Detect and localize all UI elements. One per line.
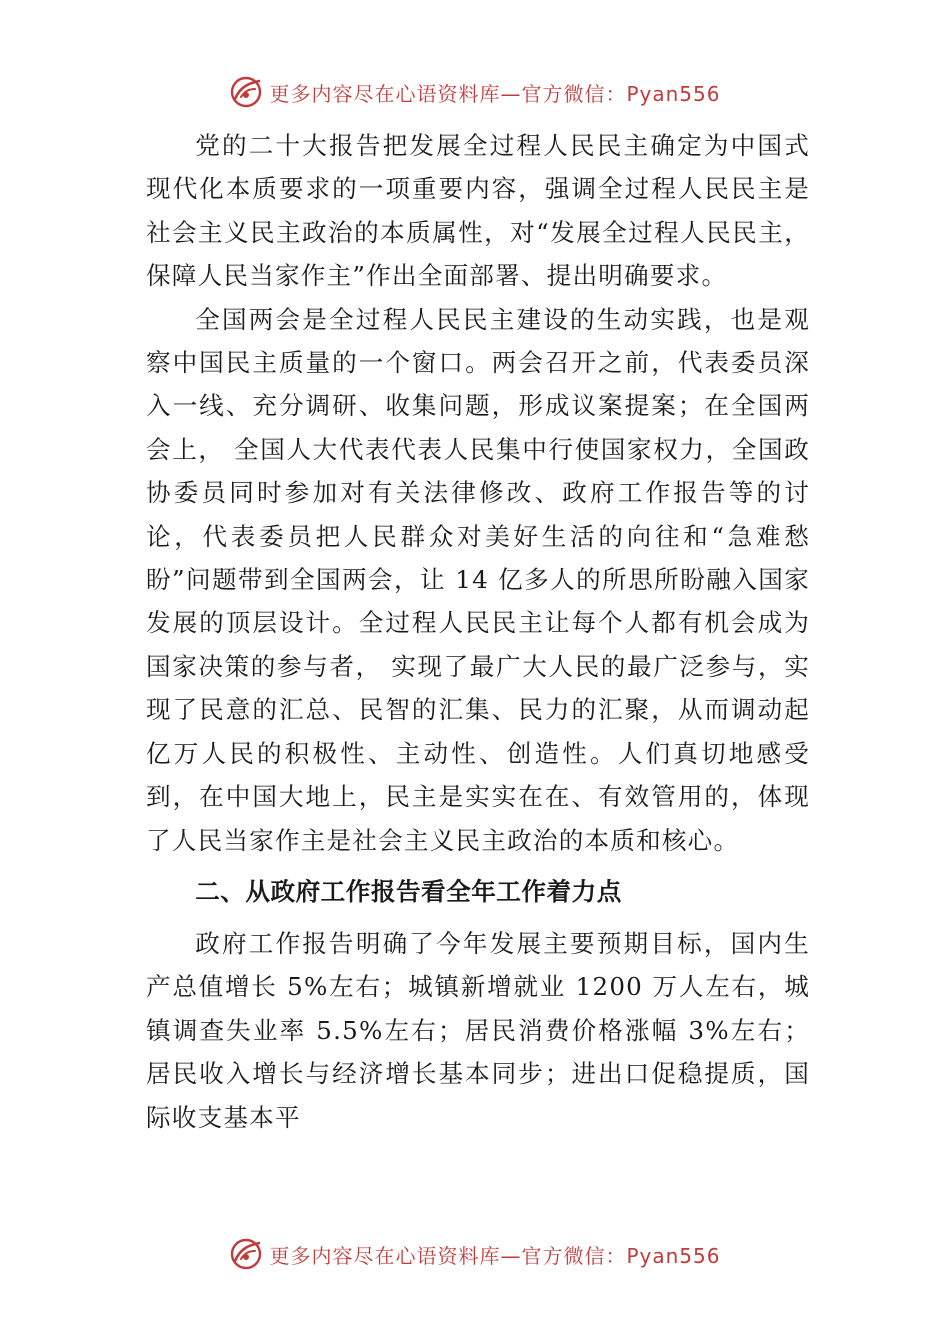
seal-logo-icon	[229, 75, 263, 109]
paragraph-2: 全国两会是全过程人民民主建设的生动实践，也是观察中国民主质量的一个窗口。两会召开之前，代表委员深入一线、充分调研、收集问题，形成议案提案；在全国两会上， 全国人大代表代表人民集中行使国家权力，全国政协委员同时参加对有关法律修改、政府工作报告等的讨论，代表委员把人民群众对美好生活的向往和“急难愁盼”问题带到全国两会，让 14 亿多人的所思所盼融入国家发展的顶层设计。全过程人民民主让每个人都有机会成为国家决策的参与者， 实现了最广大人民的最广泛参与，实现了民意的汇总、民智的汇集、民力的汇聚，从而调动起亿万人民的积极性、主动性、创造性。人们真切地感受到，在中国大地上，民主是实实在在、有效管用的，体现了人民当家作主是社会主义民主政治的本质和核心。	[146, 304, 810, 855]
document-body	[146, 124, 810, 1139]
footer-watermark	[0, 1234, 950, 1274]
header-watermark	[0, 72, 950, 112]
watermark-text: 更多内容尽在心语资料库—官方微信：Pyan556	[269, 81, 721, 106]
section-heading: 二、从政府工作报告看全年工作着力点	[195, 876, 622, 906]
seal-logo-icon	[229, 1237, 263, 1271]
watermark-text: 更多内容尽在心语资料库—官方微信：Pyan556	[269, 1243, 721, 1268]
paragraph-3: 政府工作报告明确了今年发展主要预期目标，国内生产总值增长 5%左右；城镇新增就业 1200 万人左右，城镇调查失业率 5.5%左右；居民消费价格涨幅 3%左右；居民收入增长与经济增长基本同步；进出口促稳提质，国际收支基本平	[146, 928, 810, 1132]
paragraph-1: 党的二十大报告把发展全过程人民民主确定为中国式现代化本质要求的一项重要内容，强调全过程人民民主是社会主义民主政治的本质属性，对“发展全过程人民民主，保障人民当家作主”作出全面部署、提出明确要求。	[146, 131, 810, 291]
